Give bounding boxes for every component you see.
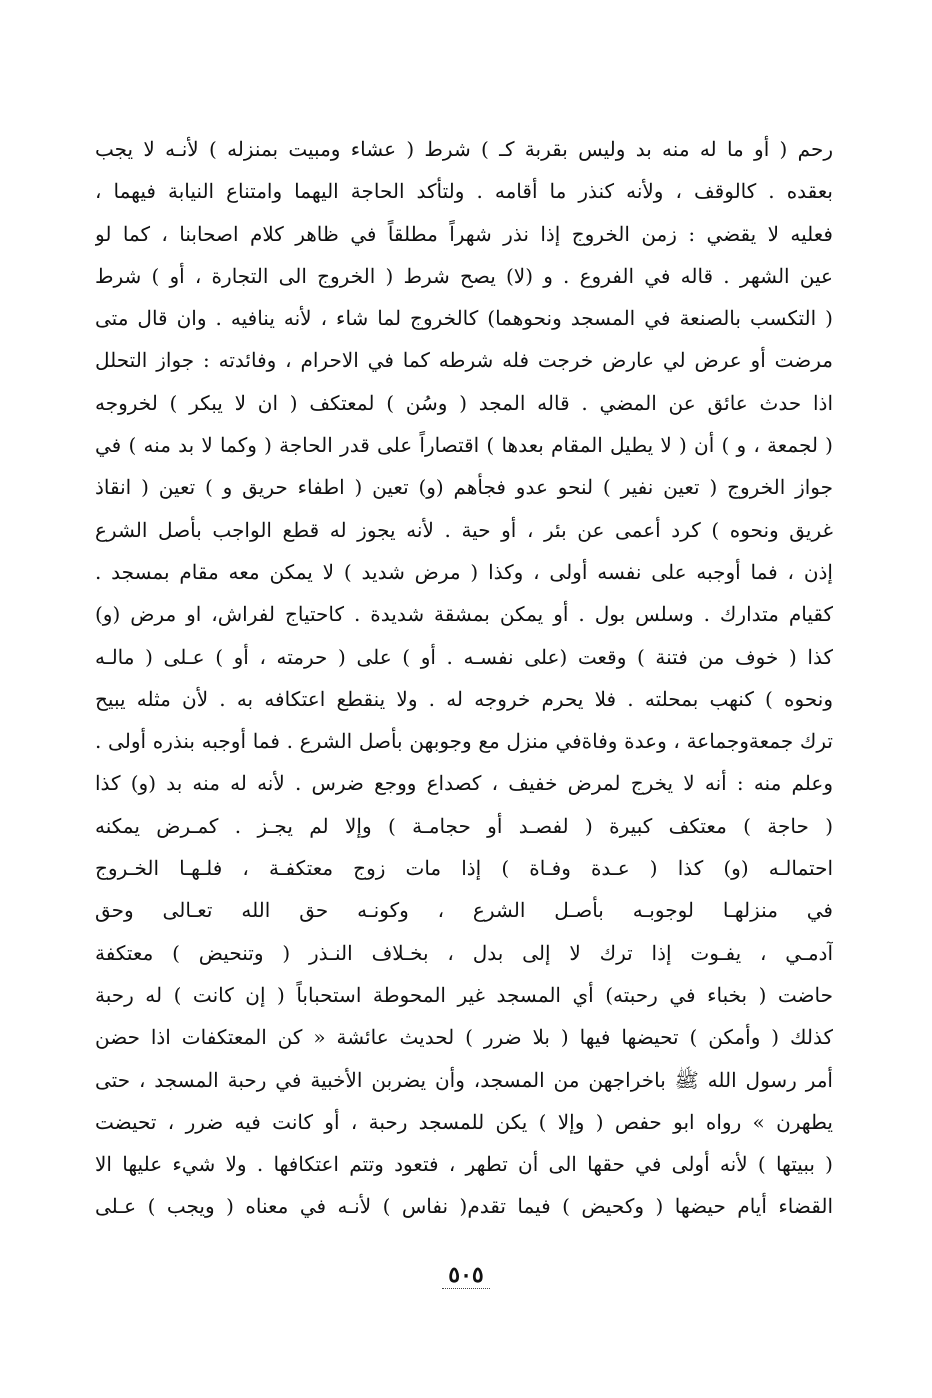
text-line: في منزلهـا لوجوبـه بأصـل الشرع ، وكونـه حق الله تعـالى وحق: [95, 898, 833, 923]
text-line: فعليه لا يقضي : زمن الخروج إذا نذر شهراً مطلقاً في ظاهر كلام اصحابنا ، كما لو: [95, 221, 833, 246]
text-line: كذلك ( وأمكن ) تحيضها فيها ( بلا ضرر ) لحديث عائشة « كن المعتكفات اذا حضن: [95, 1025, 833, 1050]
body-text: [95, 128, 833, 1228]
text-line: كقيام متدارك . وسلس بول . أو يمكن بمشقة شديدة . كاحتياج لفراش، او مرض (و): [95, 602, 833, 627]
text-line: ونحوه ) كنهب بمحلته . فلا يحرم خروجه له . ولا ينقطع اعتكافه به . لأن مثله يبيح: [95, 686, 833, 711]
text-line: ( ببيتها ) لأنه أولى في حقها الى أن تطهر ، فتعود وتتم اعتكافها . ولا شيء عليها الا: [95, 1152, 833, 1177]
text-line: أمر رسول الله ﷺ باخراجهن من المسجد، وأن يضربن الأخبية في رحبة المسجد ، حتى: [95, 1067, 833, 1092]
page-number: [0, 1262, 932, 1289]
text-line: مرضت أو عرض لي عارض خرجت فله شرطه كما في الاحرام ، وفائدته : جواز التحلل: [95, 348, 833, 373]
text-line: بعقده . كالوقف ، ولأنه كنذر ما أقامه . ولتأكد الحاجة اليهما وامتناع النيابة فيهما ،: [95, 179, 833, 204]
text-line: يطهرن » رواه ابو حفص ( وإلا ) يكن للمسجد رحبة ، أو كانت فيه ضرر ، تحيضت: [95, 1109, 833, 1134]
text-line: رحم ( أو ما له منه بد وليس بقربة كـ ) شرط ( عشاء ومبيت بمنزله ) لأنـه لا يجب: [95, 137, 833, 161]
text-line: ترك جمعةوجماعة ، وعدة وفاةفي منزل مع وجوبهن بأصل الشرع . فما أوجبه بنذره أولى .: [95, 729, 833, 754]
text-line: اذا حدث عائق عن المضي . قاله المجد ( وسُن ) لمعتكف ( ان لا يبكر ) لخروجه: [95, 390, 833, 415]
text-line: إذن ، فما أوجبه على نفسه أولى ، وكذا ( مرض شديد ) لا يمكن معه مقام بمسجد .: [95, 559, 833, 584]
text-line: ( لجمعة ، و ) أن ( لا يطيل المقام بعدها ) اقتصاراً على قدر الحاجة ( وكما لا بد منه ) في: [95, 433, 833, 458]
text-line: ( حاجة ) معتكف كبيرة ( لفصـد أو حجامـة ) وإلا لم يجـز . كمـرض يمكنه: [95, 813, 833, 838]
text-line: عين الشهر . قاله في الفروع . و (لا) يصح شرط ( الخروج الى التجارة ، أو ) شرط: [95, 263, 833, 288]
text-line: احتمالـه (و) كذا ( عـدة وفـاة ) إذا مات زوج معتكفـة ، فلـهـا الخـروج: [95, 856, 833, 881]
text-line: كذا ( خوف من فتنة ) وقعت (على نفسـه . أو ) على ( حرمته ، أو ) عـلى ( مالـه: [95, 644, 833, 669]
text-line: آدمـي ، يفـوت إذا ترك لا إلى بدل ، بخـلاف النـذر ( وتنحيض ) معتكفة: [95, 940, 833, 965]
text-line: جواز الخروج ( تعين نفير ) لنحو عدو فجأهم (و) تعين ( اطفاء حريق و ) تعين ( انقاذ: [95, 475, 833, 500]
text-line: ( التكسب بالصنعة في المسجد ونحوهما) كالخروج لما شاء ، لأنه ينافيه . وان قال متى: [95, 306, 833, 331]
page-number-label: ٥٠٥: [442, 1262, 489, 1289]
text-line: غريق ونحوه ) كرد أعمى عن بئر ، أو حية . لأنه يجوز له قطع الواجب بأصل الشرع: [95, 517, 833, 542]
text-line: حاضت ( بخباء في رحبته) أي المسجد غير المحوطة استحباباً ( إن كانت ) له رحبة: [95, 982, 833, 1007]
text-line: القضاء أيام حيضها ( وكحيض ) فيما تقدم( نفاس ) لأنـه في معناه ( ويجب ) عـلى: [95, 1194, 833, 1219]
text-line: وعلم منه : أنه لا يخرج لمرض خفيف ، كصداع ووجع ضرس . لأنه له منه بد (و) كذا: [95, 771, 833, 796]
